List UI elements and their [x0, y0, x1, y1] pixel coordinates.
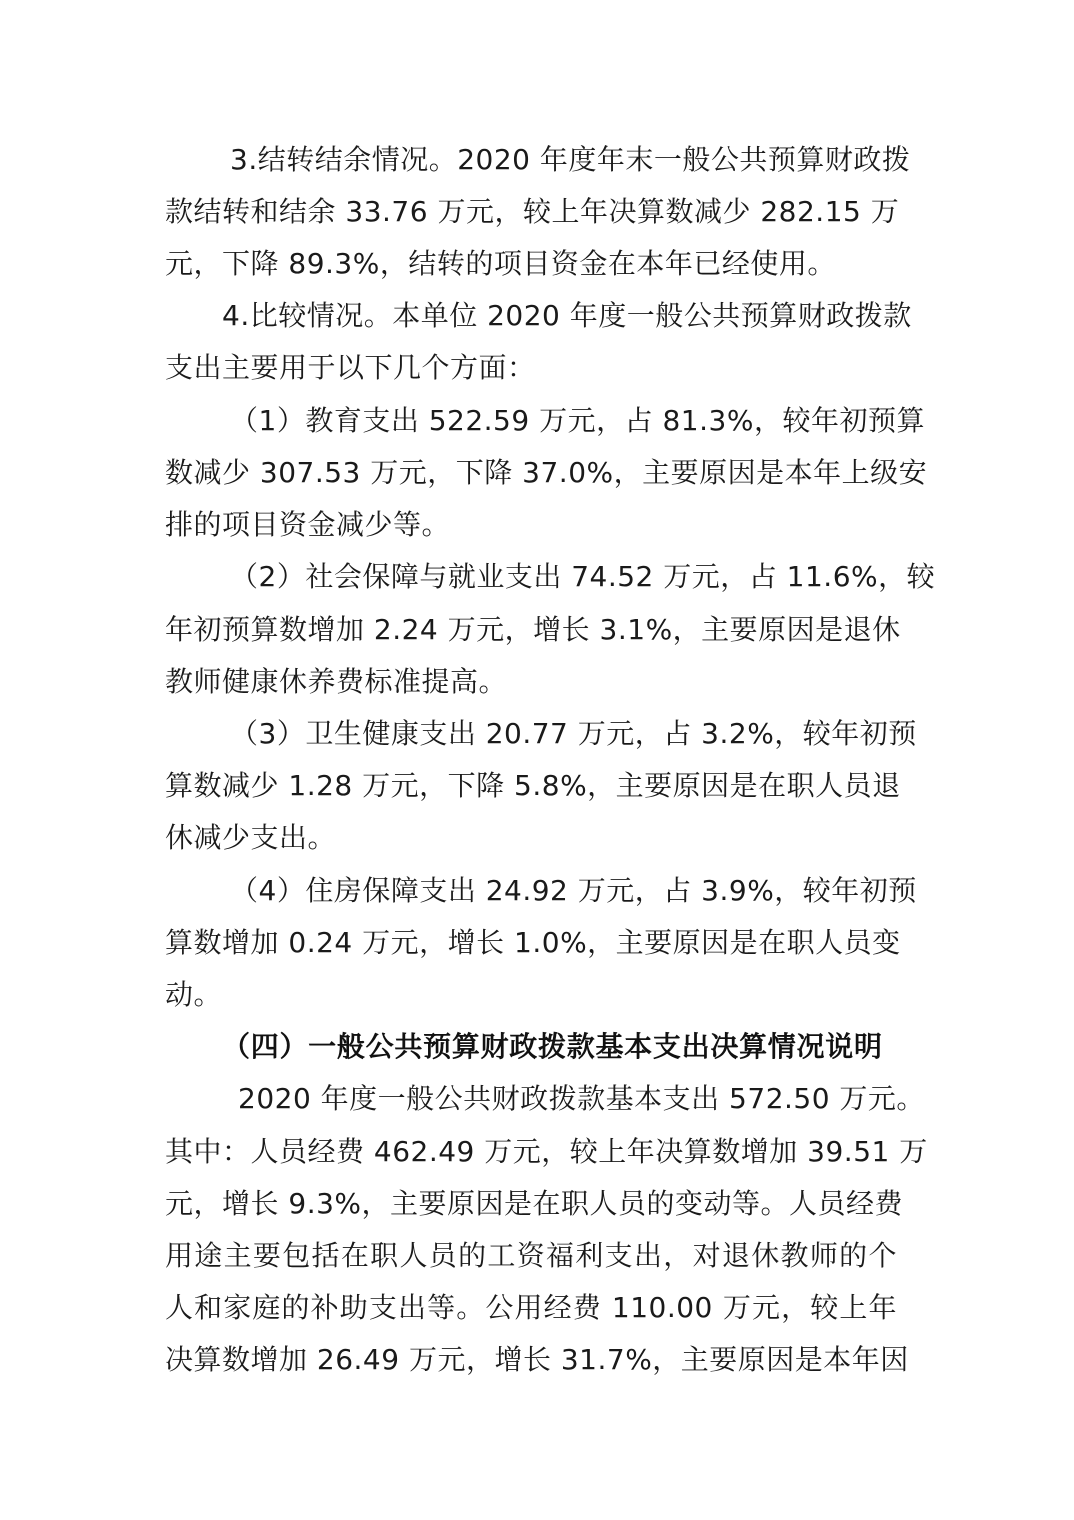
- paragraph-line: 人和家庭的补助支出等。公用经费 110.00 万元，较上年: [165, 1291, 897, 1324]
- paragraph-line: 元，下降 89.3%，结转的项目资金在本年已经使用。: [165, 247, 836, 280]
- paragraph-line: 2020 年度一般公共财政拨款基本支出 572.50 万元。: [238, 1082, 925, 1115]
- paragraph-line: 款结转和结余 33.76 万元，较上年决算数减少 282.15 万: [165, 195, 900, 228]
- paragraph-line: 元，增长 9.3%，主要原因是在职人员的变动等。人员经费: [165, 1187, 904, 1220]
- paragraph-line: 休减少支出。: [165, 821, 337, 854]
- paragraph-line: 算数减少 1.28 万元，下降 5.8%，主要原因是在职人员退: [165, 769, 901, 802]
- paragraph-line: （3）卫生健康支出 20.77 万元，占 3.2%，较年初预: [230, 717, 917, 750]
- section-heading: （四）一般公共预算财政拨款基本支出决算情况说明: [222, 1030, 882, 1063]
- paragraph-line: （1）教育支出 522.59 万元，占 81.3%，较年初预算: [230, 404, 925, 437]
- paragraph-line: 数减少 307.53 万元，下降 37.0%，主要原因是本年上级安: [165, 456, 928, 489]
- paragraph-line: 排的项目资金减少等。: [165, 508, 451, 541]
- paragraph-line: 3.结转结余情况。2020 年度年末一般公共预算财政拨: [230, 143, 911, 176]
- paragraph-line: 决算数增加 26.49 万元，增长 31.7%，主要原因是本年因: [165, 1343, 909, 1376]
- paragraph-line: 教师健康休养费标准提高。: [165, 665, 508, 698]
- paragraph-line: （4）住房保障支出 24.92 万元，占 3.9%，较年初预: [230, 874, 917, 907]
- paragraph-line: 其中：人员经费 462.49 万元，较上年决算数增加 39.51 万: [165, 1135, 928, 1168]
- paragraph-line: 支出主要用于以下几个方面：: [165, 351, 536, 384]
- paragraph-line: 年初预算数增加 2.24 万元，增长 3.1%，主要原因是退休: [165, 613, 901, 646]
- paragraph-line: 4.比较情况。本单位 2020 年度一般公共预算财政拨款: [222, 299, 912, 332]
- paragraph-line: （2）社会保障与就业支出 74.52 万元，占 11.6%，较: [230, 560, 936, 593]
- paragraph-line: 用途主要包括在职人员的工资福利支出，对退休教师的个: [165, 1239, 897, 1272]
- paragraph-line: 动。: [165, 978, 223, 1011]
- paragraph-line: 算数增加 0.24 万元，增长 1.0%，主要原因是在职人员变: [165, 926, 901, 959]
